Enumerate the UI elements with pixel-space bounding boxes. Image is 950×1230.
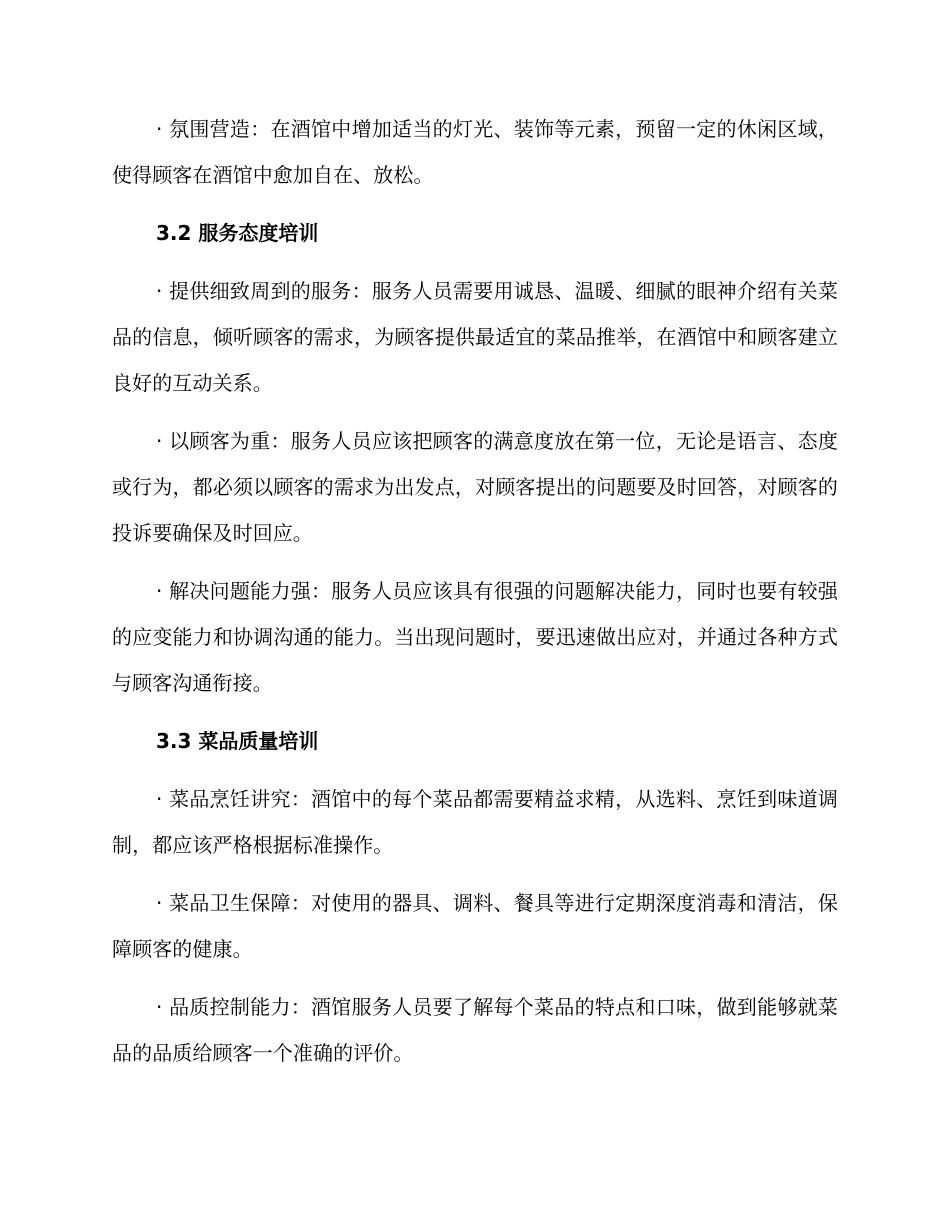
paragraph-atmosphere: · 氛围营造：在酒馆中增加适当的灯光、装饰等元素，预留一定的休闲区域，使得顾客在酒馆中愈加自在、放松。 [112, 117, 838, 187]
paragraph-attentive-service: · 提供细致周到的服务：服务人员需要用诚恳、温暖、细腻的眼神介绍有关菜品的信息，倾听顾客的需求，为顾客提供最适宜的菜品推举，在酒馆中和顾客建立良好的互动关系。 [112, 279, 838, 395]
paragraph-problem-solving: · 解决问题能力强：服务人员应该具有很强的问题解决能力，同时也要有较强的应变能力和协调沟通的能力。当出现问题时，要迅速做出应对，并通过各种方式与顾客沟通衔接。 [112, 579, 838, 695]
paragraph-cooking-quality: · 菜品烹饪讲究：酒馆中的每个菜品都需要精益求精，从选料、烹饪到味道调制，都应该严格根据标准操作。 [112, 787, 838, 857]
paragraph-customer-first: · 以顾客为重：服务人员应该把顾客的满意度放在第一位，无论是语言、态度或行为，都必须以顾客的需求为出发点，对顾客提出的问题要及时回答，对顾客的投诉要确保及时回应。 [112, 429, 838, 545]
document-page [112, 106, 838, 1088]
paragraph-quality-control: · 品质控制能力：酒馆服务人员要了解每个菜品的特点和口味，做到能够就菜品的品质给顾客一个准确的评价。 [112, 995, 838, 1065]
section-heading-3-3: 3.3 菜品质量培训 [156, 729, 319, 753]
paragraph-hygiene: · 菜品卫生保障：对使用的器具、调料、餐具等进行定期深度消毒和清洁，保障顾客的健康。 [112, 891, 838, 961]
section-heading-3-2: 3.2 服务态度培训 [156, 221, 319, 245]
